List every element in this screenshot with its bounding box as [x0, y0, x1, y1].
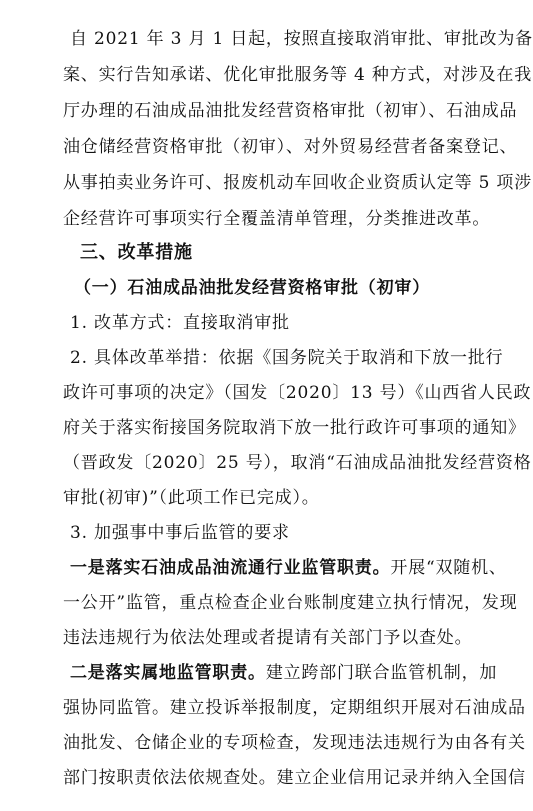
- list-item-line: 政许可事项的决定》（国发〔2020〕13 号）《山西省人民政: [63, 383, 532, 403]
- paragraph-line: 从事拍卖业务许可、报废机动车回收企业资质认定等 5 项涉: [63, 173, 533, 193]
- point-line: 违法违规行为依法处理或者提请有关部门予以查处。: [63, 628, 473, 648]
- point-text: 开展“双随机、: [390, 558, 507, 578]
- paragraph-line: 企经营许可事项实行全覆盖清单管理，分类推进改革。: [63, 209, 491, 229]
- list-item-line: 府关于落实衔接国务院取消下放一批行政许可事项的通知》: [63, 418, 526, 438]
- point-line: [70, 656, 498, 690]
- list-item: 1. 改革方式：直接取消审批: [70, 313, 290, 333]
- point-line: 油批发、仓储企业的专项检查，发现违法违规行为由各有关: [63, 733, 526, 753]
- paragraph-line: 案、实行告知承诺、优化审批服务等 4 种方式，对涉及在我: [63, 65, 533, 85]
- list-item-line: （晋政发〔2020〕25 号），取消“石油成品油批发经营资格: [63, 453, 532, 473]
- paragraph-line: 油仓储经营资格审批（初审）、对外贸易经营者备案登记、: [63, 137, 518, 157]
- list-item-line: 2. 具体改革举措：依据《国务院关于取消和下放一批行: [70, 348, 504, 368]
- point-lead: 一是落实石油成品油流通行业监管职责。: [70, 558, 391, 578]
- list-item-line: 审批(初审)”（此项工作已完成）。: [63, 488, 320, 508]
- point-line: 部门按职责依法依规查处。建立企业信用记录并纳入全国信: [63, 768, 526, 788]
- point-line: [70, 551, 507, 585]
- subsection-heading: （一）石油成品油批发经营资格审批（初审）: [74, 278, 430, 298]
- paragraph-line: 自 2021 年 3 月 1 日起，按照直接取消审批、审批改为备: [70, 29, 533, 49]
- paragraph-line: 厅办理的石油成品油批发经营资格审批（初审）、石油成品: [63, 101, 518, 121]
- list-item: 3. 加强事中事后监管的要求: [70, 523, 290, 543]
- point-line: 强协同监管。建立投诉举报制度，定期组织开展对石油成品: [63, 698, 526, 718]
- section-heading: 三、改革措施: [80, 242, 193, 263]
- point-text: 建立跨部门联合监管机制，加: [265, 663, 498, 683]
- point-lead: 二是落实属地监管职责。: [70, 663, 266, 683]
- point-line: 一公开”监管，重点检查企业台账制度建立执行情况，发现: [63, 593, 518, 613]
